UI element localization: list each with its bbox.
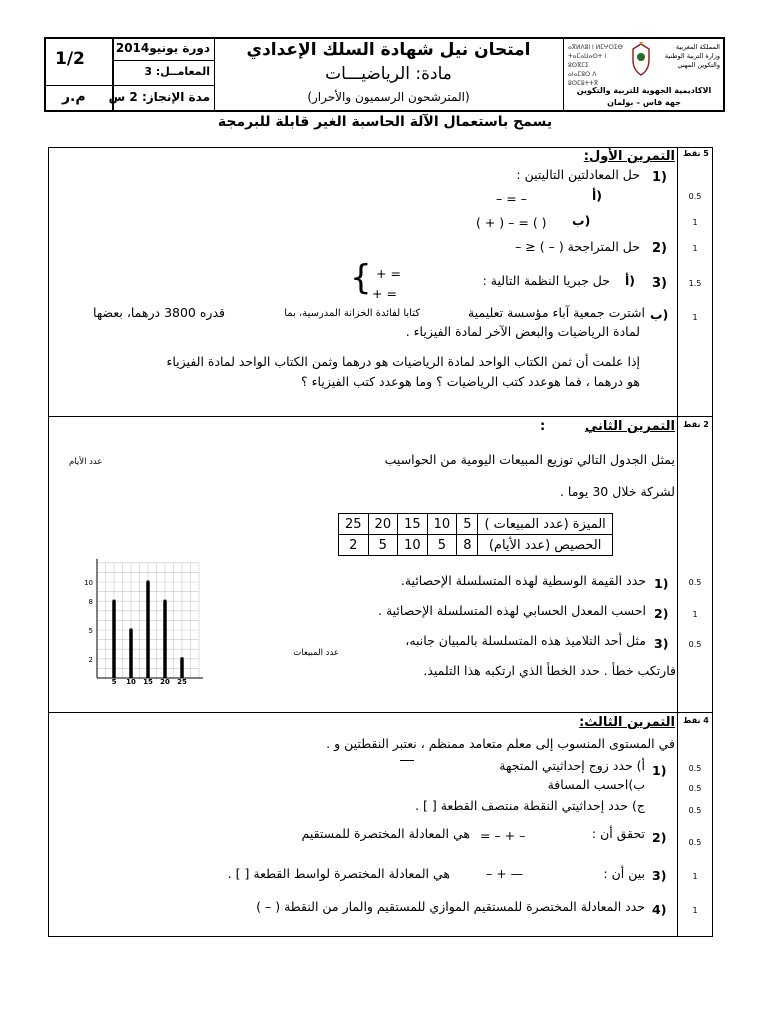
chart-svg [55,450,345,690]
ex3-q1b-points: 0.5 [688,784,702,793]
subject-title: مادة: الرياضيـــات [325,64,452,84]
ex3-q1-number: 1) [652,763,667,778]
chart-x-axis-title: عدد المبيعات [293,648,339,659]
ex1-q1-text: حل المعادلتين التاليتين : [516,167,640,182]
table-cell: 25 [339,514,369,535]
chart-point [130,629,133,632]
sales-chart [55,450,345,690]
ex1-q1-points: 0.5 [688,192,702,201]
ex3-q2-text-a: تحقق أن : [591,826,645,841]
table-header-frequencies: الحصيص (عدد الأيام) [478,535,612,556]
ex2-q2-number: 2) [654,606,669,621]
ex2-q3-number: 3) [654,636,669,651]
ex3-q1a-points: 0.5 [688,764,702,773]
ex2-intro-line1: يمثل الجدول التالي توزيع المبيعات اليومية من الحواسيب [384,452,675,467]
exam-title: امتحان نيل شهادة السلك الإعدادي [246,40,531,60]
ex3-q1a: أ) حدد زوج إحداثيتي المتجهة [499,758,645,773]
table-cell: 10 [398,535,428,556]
chart-x-tick-label: 25 [177,678,187,686]
region-name: جهة فاس – بولمان [607,98,681,107]
ex2-q1-number: 1) [654,576,669,591]
ex3-q2-equation: = – + – [480,828,526,843]
ex2-points: 2 نقط [683,420,709,429]
ex1-q1b-label: ب) [572,213,591,228]
chart-x-tick-label: 15 [143,678,153,686]
ex1-q1a-label: أ) [592,188,603,203]
table-row-values [339,514,613,535]
ex1-q1b-equation: ( + ) – = ( ) [476,215,547,230]
ex1-q1-number: 1) [652,170,667,185]
ex2-q2-text: احسب المعدل الحسابي لهذه المتسلسلة الإحصائية . [378,603,646,618]
logo-line-ar-2: وزارة التربية الوطنية [664,52,720,60]
ex1-title: التمرين الأول: [583,149,675,164]
ex3-q4-points: 1 [692,906,698,915]
ex1-q3a-points: 1.5 [688,279,702,288]
chart-point [147,581,150,584]
ex3-q2-number: 2) [652,830,667,845]
ex2-q3-line2: فارتكب خطأ . حدد الخطأ الذي ارتكبه هذا التلميذ. [423,663,676,678]
chart-y-tick-label: 8 [88,598,93,607]
ex3-q3-equation: – + — [486,866,524,881]
ex1-points: 5 نقط [683,149,709,158]
system-eq-1: + = [376,266,401,281]
ex1-q3b-line1-b: كتابا لفائدة الخزانة المدرسية، بما [284,308,420,319]
ex2-q2-points: 1 [692,610,698,619]
ex1-q2-number: 2) [652,241,667,256]
chart-x-tick-label: 10 [126,678,136,686]
chart-y-tick-label: 10 [84,579,93,587]
frequency-table [338,513,613,556]
ex1-q3b-line1-c: قدره 3800 درهما، بعضها [92,305,225,320]
ex1-q3b-line1-a: اشترت جمعية آباء مؤسسة تعليمية [468,305,645,320]
chart-x-tick-label: 20 [160,678,170,686]
ex2-q1-points: 0.5 [688,578,702,587]
ex1-q1b-points: 1 [692,218,698,227]
chart-point [113,600,116,603]
ex1-q1a-equation: – = – [496,191,527,206]
logo-line-ar-1: المملكة المغربية [675,43,720,51]
logo-line-tz-2: ⵜⴰⵎⴰⵡⴰⵙⵜ ⵏ ⵓⵙⴳⵎⵉ [568,53,607,69]
table-cell: 20 [368,514,398,535]
emblem-icon [630,42,652,78]
academy-name: الاكاديمية الجهوية للتربية والتكوين [576,86,712,95]
ex2-title: التمرين الثاني [584,419,675,434]
ex3-q4-number: 4) [652,902,667,917]
ex1-q2-points: 1 [692,244,698,253]
page-number: 1/2 [55,49,85,69]
ex3-points: 4 نقط [683,716,709,725]
chart-x-tick-label: 5 [111,678,117,686]
ex3-title: التمرين الثالث: [579,715,675,730]
table-header-values: الميزة (عدد المبيعات ) [478,514,612,535]
chart-y-tick-label: 2 [88,655,93,664]
table-row-frequencies [339,535,613,556]
table-cell: 5 [368,535,398,556]
coefficient-label: المعامــل: 3 [144,65,210,78]
chart-point [181,657,184,660]
ex2-intro-line2: لشركة خلال 30 يوما . [559,484,675,499]
ex1-q3a-label: أ) [625,273,636,288]
ex1-q3b-line3: إذا علمت أن ثمن الكتاب الواحد لمادة الرياضيات هو درهما وثمن الكتاب الواحد لمادة الفيزياء [166,354,640,369]
ex1-q3b-line2: لمادة الرياضيات والبعض الآخر لمادة الفيزياء . [405,324,640,339]
logo-line-ar-3: والتكوين المهني [677,61,720,69]
table-cell: 2 [339,535,369,556]
ex3-q2-text-b: هي المعادلة المختصرة للمستقيم [301,826,470,841]
ex1-q3b-points: 1 [692,313,698,322]
ex3-q1c-points: 0.5 [688,806,702,815]
table-cell: 8 [457,535,478,556]
ex1-q3-number: 3) [652,276,667,291]
chart-y-tick-label: 5 [88,627,93,635]
track-label: م.ر [62,89,86,105]
table-cell: 15 [398,514,428,535]
ex3-q3-number: 3) [652,868,667,883]
ex3-q4-text: حدد المعادلة المختصرة للمستقيم الموازي للمستقيم والمار من النقطة ( – ) [256,899,645,914]
ex2-q1-text: حدد القيمة الوسطية لهذه المتسلسلة الإحصائية. [400,573,646,588]
table-cell: 5 [427,535,457,556]
ex1-q3b-line4: هو درهما ، فما هوعدد كتب الرياضيات ؟ وما هوعدد كتب الفيزياء ؟ [301,374,640,389]
session-label: دورة يونيو2014 [115,41,210,55]
ministry-logo [568,41,720,87]
ex3-q3-text-a: بين أن : [603,866,645,881]
ex3-intro: في المستوى المنسوب إلى معلم متعامد ممنظم ، نعتبر النقطتين و . [326,736,675,751]
ex3-q3-text-b: هي المعادلة المختصرة لواسط القطعة [ ] . [227,866,450,881]
table-cell: 5 [457,514,478,535]
logo-line-tz-3: ⴰⵏⴰⵎⵓⵔ ⴷ ⵓⵙⵎⵓⵜⵜⴳ [568,71,598,87]
ex2-q3-line1: مثل أحد التلاميذ هذه المتسلسلة بالمبيان جانبه، [405,633,646,648]
ex3-q2-points: 0.5 [688,838,702,847]
vector-arrow-icon [400,760,414,762]
system-brace: { [350,258,372,298]
ex2-q3-points: 0.5 [688,640,702,649]
candidates-note: (المترشحون الرسميون والأحرار) [307,90,470,104]
ex1-q2-text: حل المتراجحة ( – ) ≤ – [515,239,640,254]
chart-point [164,600,167,603]
calculator-note: يسمح باستعمال الآلة الحاسبة الغير قابلة للبرمجة [217,114,553,130]
ex1-q3b-label: ب) [650,307,669,322]
ex3-q3-points: 1 [692,872,698,881]
chart-y-axis-title: عدد الأيام [69,457,103,467]
ex1-q3a-text: حل جبريا النظمة التالية : [482,273,610,288]
system-eq-2: + = [372,286,397,301]
ex3-q1b: ب)احسب المسافة [547,777,645,792]
table-cell: 10 [427,514,457,535]
ex3-q1c: ج) حدد إحداثيتي النقطة منتصف القطعة [ ] . [415,798,645,813]
logo-line-tz-1: ⴰⴳⵍⴷⵓⵏ ⵏ ⵍⵎⵖⵔⵉⴱ [568,44,623,51]
ex2-title-colon: : [540,419,546,434]
duration-label: مدة الإنجاز: 2 س [108,90,210,104]
